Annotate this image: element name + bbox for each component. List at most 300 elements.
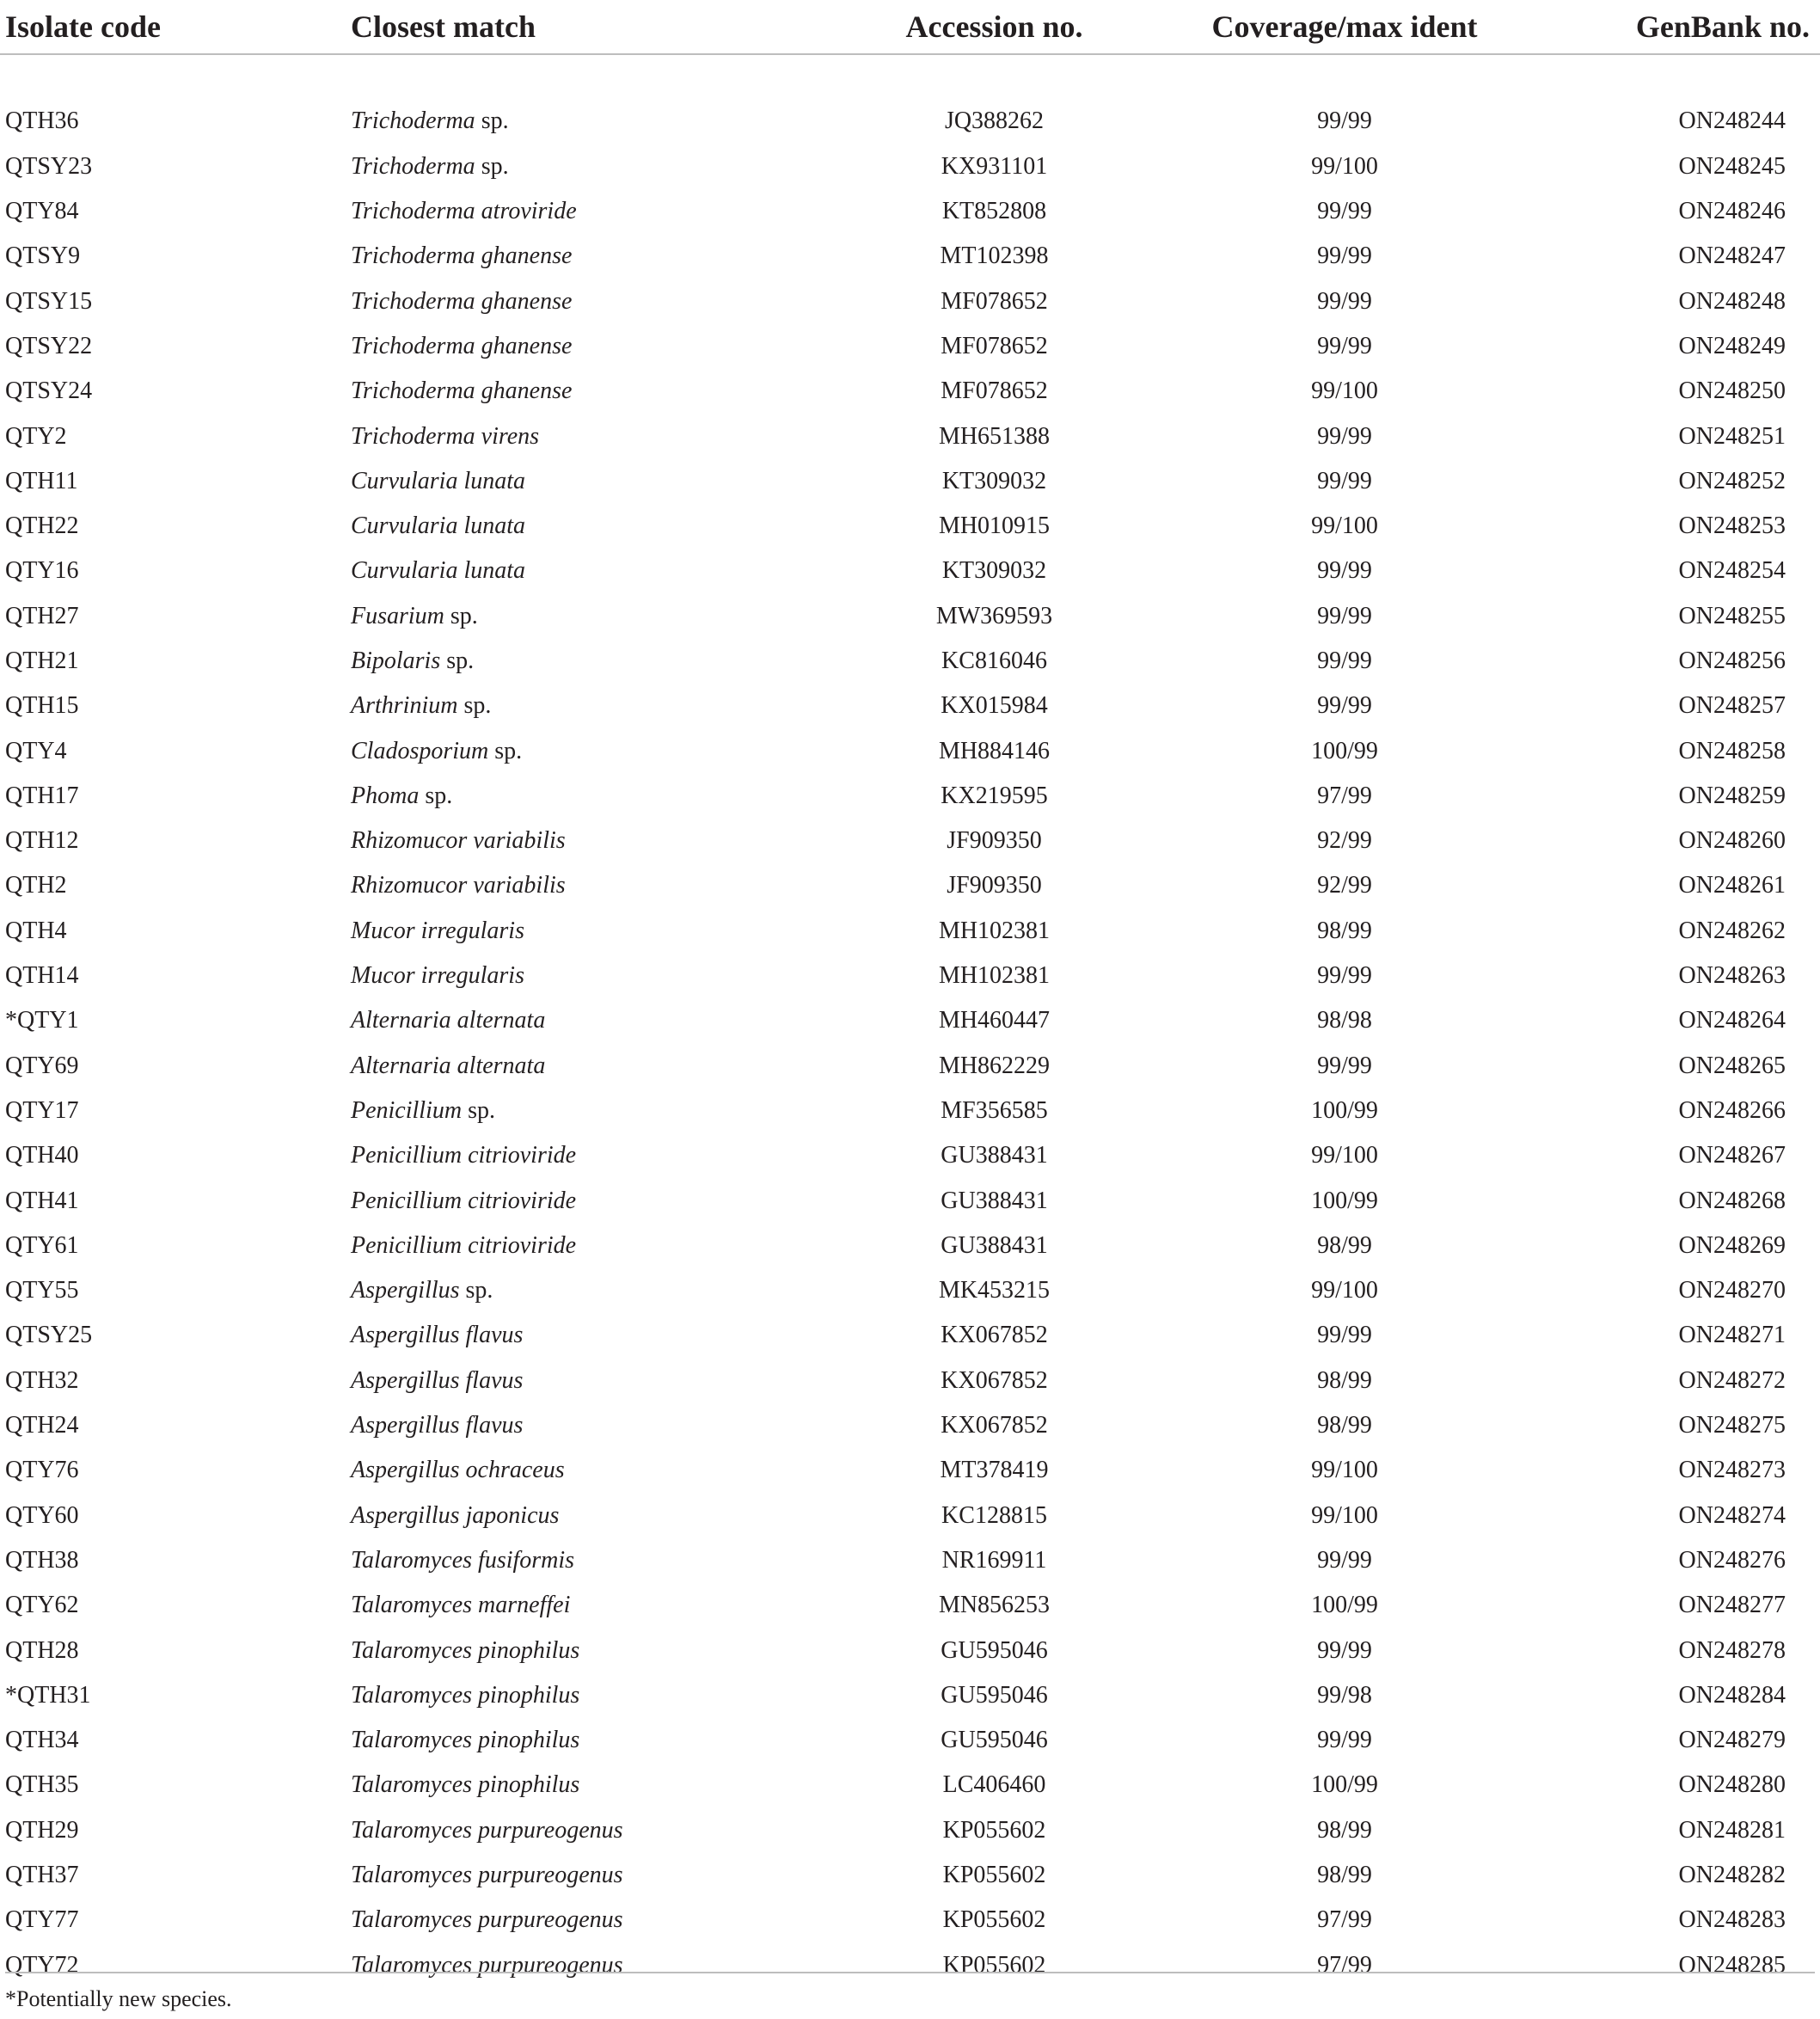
coverage-cell: 98/99 (1317, 1816, 1372, 1844)
coverage-cell: 99/99 (1317, 287, 1372, 315)
isolate-code-cell: QTSY15 (5, 287, 93, 315)
table-row (0, 414, 1820, 458)
table-row (0, 1359, 1820, 1403)
closest-match-cell (347, 1628, 829, 1672)
coverage-cell: 98/99 (1317, 1412, 1372, 1439)
table-row (0, 369, 1820, 414)
genbank-no-cell: ON248273 (1678, 1457, 1786, 1484)
accession-no-cell: NR169911 (941, 1546, 1047, 1574)
table-row (0, 909, 1820, 954)
accession-no-cell: MW369593 (935, 602, 1053, 629)
isolate-code-cell: QTY61 (5, 1231, 79, 1259)
species-suffix: sp. (488, 737, 523, 764)
species-name: Aspergillus (351, 1277, 460, 1304)
genbank-no-cell: ON248251 (1678, 422, 1786, 450)
species-name: Talaromyces purpureogenus (351, 1951, 623, 1979)
table-row (0, 728, 1820, 773)
header-genbank-no: GenBank no. (1529, 0, 1820, 54)
species-name: Talaromyces pinophilus (351, 1636, 580, 1664)
accession-no-cell: KC816046 (941, 647, 1047, 674)
table-row (0, 459, 1820, 504)
closest-match-cell (347, 1133, 829, 1178)
isolate-code-cell: QTY76 (5, 1457, 79, 1484)
closest-match-cell (347, 909, 829, 954)
genbank-no-cell: ON248279 (1678, 1727, 1786, 1754)
table-row (0, 684, 1820, 728)
accession-no-cell: GU388431 (941, 1142, 1048, 1169)
accession-no-cell: JQ388262 (944, 107, 1045, 135)
table-row (0, 1133, 1820, 1178)
isolate-code-cell: QTSY9 (5, 242, 81, 270)
isolate-code-cell: *QTH31 (5, 1681, 91, 1709)
species-name: Phoma (351, 782, 420, 809)
species-name: Talaromyces purpureogenus (351, 1816, 623, 1844)
genbank-no-cell: ON248282 (1678, 1862, 1786, 1889)
closest-match-cell (347, 279, 829, 323)
table-row (0, 1538, 1820, 1583)
coverage-cell: 99/99 (1317, 242, 1372, 270)
coverage-cell: 99/98 (1317, 1681, 1372, 1709)
closest-match-cell (347, 1359, 829, 1403)
isolate-code-cell: QTY62 (5, 1592, 79, 1619)
accession-no-cell: KX067852 (941, 1366, 1048, 1394)
accession-no-cell: MF356585 (941, 1096, 1048, 1124)
species-name: Trichoderma ghanense (351, 242, 573, 270)
table-row (0, 1942, 1820, 1987)
accession-no-cell: KX219595 (941, 782, 1048, 809)
species-name: Bipolaris (351, 647, 441, 674)
table-body (0, 54, 1820, 1988)
closest-match-cell (347, 1808, 829, 1853)
species-name: Rhizomucor variabilis (351, 827, 566, 855)
table-row (0, 189, 1820, 234)
table-row (0, 144, 1820, 189)
closest-match-cell (347, 1853, 829, 1898)
coverage-cell: 99/99 (1317, 107, 1372, 135)
accession-no-cell: MH460447 (938, 1007, 1051, 1034)
genbank-no-cell: ON248259 (1678, 782, 1786, 809)
species-name: Curvularia lunata (351, 557, 526, 585)
species-name: Mucor irregularis (351, 962, 524, 990)
genbank-no-cell: ON248257 (1678, 692, 1786, 720)
closest-match-cell (347, 594, 829, 639)
closest-match-cell (347, 414, 829, 458)
coverage-cell: 100/99 (1311, 1771, 1378, 1799)
accession-no-cell: MF078652 (941, 287, 1048, 315)
spacer-cell (0, 54, 1820, 99)
closest-match-cell (347, 99, 829, 144)
coverage-cell: 99/99 (1317, 962, 1372, 990)
table-row (0, 1313, 1820, 1358)
accession-no-cell: JF909350 (947, 827, 1042, 855)
table-row (0, 1403, 1820, 1448)
species-name: Talaromyces purpureogenus (351, 1906, 623, 1934)
isolate-code-cell: QTY84 (5, 198, 79, 225)
isolate-code-cell: *QTY1 (5, 1007, 79, 1034)
accession-no-cell: KP055602 (942, 1816, 1046, 1844)
header-row (0, 0, 1820, 54)
species-suffix: sp. (459, 1277, 493, 1304)
coverage-cell: 99/99 (1317, 1636, 1372, 1664)
species-name: Rhizomucor variabilis (351, 872, 566, 899)
accession-no-cell: MH651388 (938, 422, 1051, 450)
accession-no-cell: MH102381 (938, 962, 1051, 990)
accession-no-cell: MK453215 (938, 1277, 1051, 1304)
genbank-no-cell: ON248266 (1678, 1096, 1786, 1124)
closest-match-cell (347, 1494, 829, 1538)
closest-match-cell (347, 1898, 829, 1942)
genbank-no-cell: ON248285 (1678, 1951, 1786, 1979)
coverage-cell: 99/100 (1311, 377, 1378, 405)
accession-no-cell: MT378419 (940, 1457, 1049, 1484)
table-row (0, 1628, 1820, 1672)
species-name: Talaromyces pinophilus (351, 1771, 580, 1799)
table-row (0, 594, 1820, 639)
accession-no-cell: MH010915 (938, 512, 1051, 540)
isolate-code-cell: QTH38 (5, 1546, 79, 1574)
coverage-cell: 99/100 (1311, 512, 1378, 540)
table-row (0, 504, 1820, 549)
species-name: Penicillium citrioviride (351, 1142, 577, 1169)
genbank-no-cell: ON248275 (1678, 1412, 1786, 1439)
coverage-cell: 99/99 (1317, 1322, 1372, 1349)
species-name: Talaromyces pinophilus (351, 1681, 580, 1709)
genbank-no-cell: ON248250 (1678, 377, 1786, 405)
closest-match-cell (347, 189, 829, 234)
isolate-code-cell: QTY55 (5, 1277, 79, 1304)
coverage-cell: 99/99 (1317, 198, 1372, 225)
isolate-code-cell: QTSY24 (5, 377, 93, 405)
closest-match-cell (347, 549, 829, 593)
isolate-code-cell: QTY72 (5, 1951, 79, 1979)
genbank-no-cell: ON248261 (1678, 872, 1786, 899)
accession-no-cell: GU595046 (941, 1727, 1048, 1754)
coverage-cell: 99/99 (1317, 332, 1372, 359)
coverage-cell: 97/99 (1317, 1951, 1372, 1979)
coverage-cell: 98/99 (1317, 1231, 1372, 1259)
species-name: Aspergillus japonicus (351, 1501, 560, 1529)
closest-match-cell (347, 998, 829, 1043)
table-row (0, 1268, 1820, 1313)
genbank-no-cell: ON248245 (1678, 152, 1786, 180)
genbank-no-cell: ON248244 (1678, 107, 1786, 135)
genbank-no-cell: ON248267 (1678, 1142, 1786, 1169)
table-row (0, 279, 1820, 323)
closest-match-cell (347, 324, 829, 369)
species-name: Aspergillus flavus (351, 1412, 524, 1439)
genbank-no-cell: ON248260 (1678, 827, 1786, 855)
coverage-cell: 99/99 (1317, 1052, 1372, 1079)
accession-no-cell: MH884146 (938, 737, 1051, 764)
species-name: Talaromyces purpureogenus (351, 1862, 623, 1889)
species-name: Aspergillus ochraceus (351, 1457, 565, 1484)
genbank-no-cell: ON248263 (1678, 962, 1786, 990)
isolate-code-cell: QTH37 (5, 1862, 79, 1889)
table-row (0, 1673, 1820, 1718)
genbank-no-cell: ON248264 (1678, 1007, 1786, 1034)
isolate-code-cell: QTH29 (5, 1816, 79, 1844)
table-row (0, 1898, 1820, 1942)
closest-match-cell (347, 1044, 829, 1089)
species-name: Penicillium citrioviride (351, 1187, 577, 1214)
species-name: Talaromyces pinophilus (351, 1727, 580, 1754)
closest-match-cell (347, 504, 829, 549)
accession-no-cell: MF078652 (941, 377, 1048, 405)
isolate-code-cell: QTY16 (5, 557, 79, 585)
table-row (0, 1763, 1820, 1807)
isolate-code-cell: QTH12 (5, 827, 79, 855)
isolate-code-cell: QTH22 (5, 512, 79, 540)
closest-match-cell (347, 1403, 829, 1448)
table-row (0, 234, 1820, 279)
table-row (0, 639, 1820, 684)
table-row (0, 774, 1820, 819)
closest-match-cell (347, 728, 829, 773)
accession-no-cell: MT102398 (940, 242, 1049, 270)
table-row (0, 1089, 1820, 1133)
isolate-code-cell: QTY2 (5, 422, 67, 450)
species-name: Aspergillus flavus (351, 1366, 524, 1394)
species-suffix: sp. (462, 1096, 495, 1124)
isolate-code-cell: QTH17 (5, 782, 79, 809)
genbank-no-cell: ON248254 (1678, 557, 1786, 585)
table-row (0, 99, 1820, 144)
coverage-cell: 99/99 (1317, 692, 1372, 720)
closest-match-cell (347, 144, 829, 189)
table-row (0, 819, 1820, 863)
genbank-no-cell: ON248284 (1678, 1681, 1786, 1709)
header-coverage-max-ident: Coverage/max ident (1160, 0, 1529, 54)
isolate-code-cell: QTH36 (5, 107, 79, 135)
table-row (0, 1178, 1820, 1223)
coverage-cell: 97/99 (1317, 1906, 1372, 1934)
isolate-code-cell: QTH15 (5, 692, 79, 720)
species-name: Aspergillus flavus (351, 1322, 524, 1349)
closest-match-cell (347, 1448, 829, 1493)
isolate-code-cell: QTSY22 (5, 332, 93, 359)
coverage-cell: 98/99 (1317, 917, 1372, 944)
closest-match-cell (347, 369, 829, 414)
coverage-cell: 98/99 (1317, 1366, 1372, 1394)
table-footnote: *Potentially new species. (5, 1986, 232, 2011)
isolate-code-cell: QTY77 (5, 1906, 79, 1934)
closest-match-cell (347, 1718, 829, 1763)
genbank-no-cell: ON248256 (1678, 647, 1786, 674)
species-name: Talaromyces marneffei (351, 1592, 571, 1619)
accession-no-cell: KX067852 (941, 1322, 1048, 1349)
genbank-no-cell: ON248252 (1678, 467, 1786, 494)
coverage-cell: 99/99 (1317, 647, 1372, 674)
genbank-no-cell: ON248248 (1678, 287, 1786, 315)
species-name: Trichoderma ghanense (351, 377, 573, 405)
coverage-cell: 98/98 (1317, 1007, 1372, 1034)
species-suffix: sp. (419, 782, 453, 809)
isolate-code-cell: QTH35 (5, 1771, 79, 1799)
isolate-code-cell: QTH14 (5, 962, 79, 990)
closest-match-cell (347, 1673, 829, 1718)
genbank-no-cell: ON248255 (1678, 602, 1786, 629)
table-row (0, 954, 1820, 998)
species-suffix: sp. (444, 602, 478, 629)
genbank-no-cell: ON248281 (1678, 1816, 1786, 1844)
closest-match-cell (347, 639, 829, 684)
species-name: Fusarium (351, 602, 444, 629)
closest-match-cell (347, 459, 829, 504)
coverage-cell: 99/99 (1317, 422, 1372, 450)
genbank-no-cell: ON248262 (1678, 917, 1786, 944)
table-row (0, 1853, 1820, 1898)
spacer-row (0, 54, 1820, 99)
species-suffix: sp. (440, 647, 475, 674)
isolate-code-cell: QTY17 (5, 1096, 79, 1124)
species-name: Trichoderma (351, 107, 475, 135)
closest-match-cell (347, 1763, 829, 1807)
isolate-code-cell: QTY69 (5, 1052, 79, 1079)
species-name: Trichoderma atroviride (351, 198, 577, 225)
isolate-code-cell: QTH21 (5, 647, 79, 674)
coverage-cell: 92/99 (1317, 872, 1372, 899)
coverage-cell: 99/99 (1317, 1727, 1372, 1754)
species-name: Trichoderma (351, 152, 475, 180)
isolate-code-cell: QTH32 (5, 1366, 79, 1394)
closest-match-cell (347, 1538, 829, 1583)
species-suffix: sp. (475, 152, 509, 180)
accession-no-cell: GU388431 (941, 1231, 1048, 1259)
table-row (0, 998, 1820, 1043)
genbank-no-cell: ON248272 (1678, 1366, 1786, 1394)
table-row (0, 1448, 1820, 1493)
coverage-cell: 99/99 (1317, 602, 1372, 629)
coverage-cell: 97/99 (1317, 782, 1372, 809)
table-row (0, 1718, 1820, 1763)
genbank-no-cell: ON248247 (1678, 242, 1786, 270)
genbank-no-cell: ON248271 (1678, 1322, 1786, 1349)
coverage-cell: 92/99 (1317, 827, 1372, 855)
genbank-no-cell: ON248274 (1678, 1501, 1786, 1529)
accession-no-cell: KP055602 (942, 1906, 1046, 1934)
coverage-cell: 100/99 (1311, 1096, 1378, 1124)
genbank-no-cell: ON248270 (1678, 1277, 1786, 1304)
species-suffix: sp. (457, 692, 492, 720)
isolate-code-cell: QTH24 (5, 1412, 79, 1439)
table-row (0, 1808, 1820, 1853)
coverage-cell: 100/99 (1311, 1187, 1378, 1214)
accession-no-cell: MH862229 (938, 1052, 1051, 1079)
table-row (0, 1583, 1820, 1628)
species-name: Trichoderma ghanense (351, 332, 573, 359)
closest-match-cell (347, 1942, 829, 1987)
genbank-no-cell: ON248258 (1678, 737, 1786, 764)
closest-match-cell (347, 1178, 829, 1223)
coverage-cell: 100/99 (1311, 737, 1378, 764)
closest-match-cell (347, 954, 829, 998)
closest-match-cell (347, 819, 829, 863)
header-accession-no: Accession no. (829, 0, 1160, 54)
species-name: Alternaria alternata (351, 1052, 546, 1079)
accession-no-cell: LC406460 (942, 1771, 1046, 1799)
table-bottom-rule (5, 1972, 1815, 1973)
species-name: Arthrinium (351, 692, 458, 720)
isolate-code-cell: QTSY25 (5, 1322, 93, 1349)
coverage-cell: 99/100 (1311, 1142, 1378, 1169)
coverage-cell: 99/100 (1311, 1501, 1378, 1529)
coverage-cell: 99/99 (1317, 1546, 1372, 1574)
species-name: Cladosporium (351, 737, 489, 764)
accession-no-cell: KC128815 (941, 1501, 1047, 1529)
header-isolate-code: Isolate code (0, 0, 347, 54)
species-suffix: sp. (475, 107, 509, 135)
isolate-code-cell: QTSY23 (5, 152, 93, 180)
species-name: Penicillium (351, 1096, 463, 1124)
genbank-no-cell: ON248276 (1678, 1546, 1786, 1574)
species-name: Trichoderma virens (351, 422, 540, 450)
genbank-no-cell: ON248269 (1678, 1231, 1786, 1259)
coverage-cell: 99/100 (1311, 1277, 1378, 1304)
genbank-no-cell: ON248265 (1678, 1052, 1786, 1079)
table-row (0, 549, 1820, 593)
genbank-no-cell: ON248249 (1678, 332, 1786, 359)
species-name: Trichoderma ghanense (351, 287, 573, 315)
isolate-code-cell: QTH2 (5, 872, 67, 899)
closest-match-cell (347, 1089, 829, 1133)
isolate-code-cell: QTH34 (5, 1727, 79, 1754)
species-name: Curvularia lunata (351, 512, 526, 540)
accession-no-cell: GU595046 (941, 1636, 1048, 1664)
coverage-cell: 98/99 (1317, 1862, 1372, 1889)
isolate-code-cell: QTY60 (5, 1501, 79, 1529)
closest-match-cell (347, 774, 829, 819)
accession-no-cell: KP055602 (942, 1951, 1046, 1979)
genbank-no-cell: ON248253 (1678, 512, 1786, 540)
table-row (0, 863, 1820, 908)
accession-no-cell: KT309032 (941, 467, 1047, 494)
coverage-cell: 99/100 (1311, 152, 1378, 180)
isolate-code-cell: QTH11 (5, 467, 78, 494)
isolate-code-cell: QTH27 (5, 602, 79, 629)
genbank-no-cell: ON248283 (1678, 1906, 1786, 1934)
isolate-code-cell: QTH40 (5, 1142, 79, 1169)
accession-no-cell: MN856253 (938, 1592, 1051, 1619)
accession-no-cell: KX015984 (941, 692, 1048, 720)
closest-match-cell (347, 863, 829, 908)
genbank-no-cell: ON248246 (1678, 198, 1786, 225)
closest-match-cell (347, 1224, 829, 1268)
genbank-no-cell: ON248280 (1678, 1771, 1786, 1799)
accession-no-cell: JF909350 (947, 872, 1042, 899)
species-name: Talaromyces fusiformis (351, 1546, 575, 1574)
coverage-cell: 99/99 (1317, 467, 1372, 494)
accession-no-cell: KT309032 (941, 557, 1047, 585)
table-row (0, 1224, 1820, 1268)
closest-match-cell (347, 684, 829, 728)
accession-no-cell: GU595046 (941, 1681, 1048, 1709)
table-row (0, 324, 1820, 369)
accession-no-cell: KT852808 (941, 198, 1047, 225)
accession-no-cell: GU388431 (941, 1187, 1048, 1214)
closest-match-cell (347, 1313, 829, 1358)
table-row (0, 1494, 1820, 1538)
genbank-no-cell: ON248278 (1678, 1636, 1786, 1664)
header-closest-match: Closest match (347, 0, 829, 54)
isolate-code-cell: QTH41 (5, 1187, 79, 1214)
accession-no-cell: MF078652 (941, 332, 1048, 359)
coverage-cell: 100/99 (1311, 1592, 1378, 1619)
genbank-no-cell: ON248277 (1678, 1592, 1786, 1619)
species-name: Mucor irregularis (351, 917, 524, 944)
accession-no-cell: KX067852 (941, 1412, 1048, 1439)
species-name: Alternaria alternata (351, 1007, 546, 1034)
species-name: Penicillium citrioviride (351, 1231, 577, 1259)
